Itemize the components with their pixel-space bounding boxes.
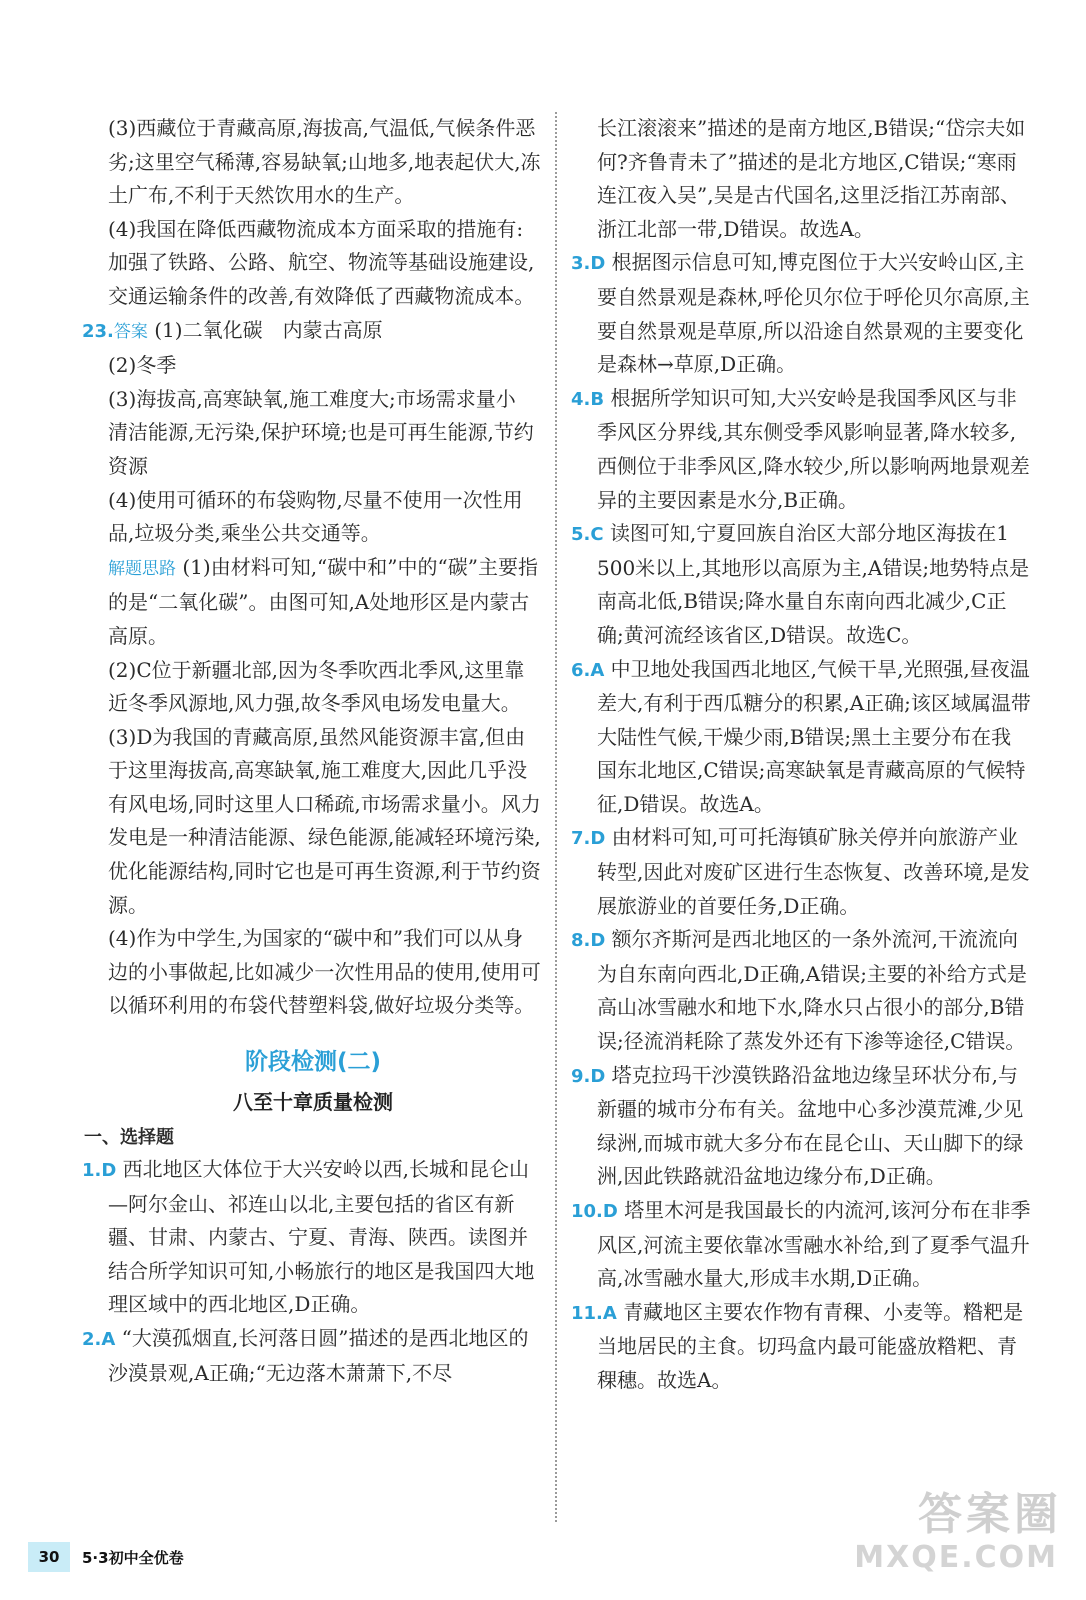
section-title: 阶段检测(二) [244, 1049, 382, 1076]
right-item-3 [573, 246, 1031, 381]
item-text: 读图可知,宁夏回族自治区大部分地区海拔在1 500米以上,其地形以高原为主,A错误;地势特点是南高北低,B错误;降水量自东南向西北减少,C正确;黄河流经该省区,D错误。故选C。 [597, 521, 1030, 647]
q23-analysis-3: (3)D为我国的青藏高原,虽然风能资源丰富,但由于这里海拔高,高寒缺氧,施工难度大,因此几乎没有风电场,同时这里人口稀疏,市场需求量小。风力发电是一种清洁能源、绿色能源,能减轻环境污染,优化能源结构,同时它也是可再生资源,利于节约资源。 [108, 724, 541, 917]
item-number: 3.D [571, 253, 606, 275]
q23-analysis-1 [84, 551, 542, 654]
right-item-7 [573, 821, 1031, 923]
answer-tag: 答案 [113, 321, 148, 342]
q2-continuation: 长江滚滚来”描述的是南方地区,B错误;“岱宗夫如何?齐鲁青未了”描述的是北方地区,C错误;“寒雨连江夜入吴”,吴是古代国名,这里泛指江苏南部、浙江北部一带,D错误。故选A。 [597, 116, 1026, 241]
item-number: 4.B [571, 388, 605, 410]
q23-answer-3: (3)海拔高,高寒缺氧,施工难度大;市场需求量小 清洁能源,无污染,保护环境;也是可再生能源,节约资源 [108, 386, 536, 478]
section-subtitle: 八至十章质量检测 [233, 1090, 393, 1115]
item-number: 2.A [82, 1329, 116, 1350]
item-text: 西北地区大体位于大兴安岭以西,长城和昆仑山—阿尔金山、祁连山以北,主要包括的省区有新疆、甘肃、内蒙古、宁夏、青海、陕西。读图并结合所学知识可知,小畅旅行的地区是我国四大地理区域中的西北地区,D正确。 [108, 1157, 535, 1317]
item-text: 由材料可知,可可托海镇矿脉关停并向旅游产业转型,因此对废矿区进行生态恢复、改善环境,是发展旅游业的首要任务,D正确。 [597, 825, 1030, 918]
item-text: “大漠孤烟直,长河落日圆”描述的是西北地区的沙漠景观,A正确;“无边落木萧萧下,不尽 [108, 1326, 529, 1385]
book-brand: 5·3初中全优卷 [82, 1548, 184, 1567]
item-text: 中卫地处我国西北地区,气候干旱,光照强,昼夜温差大,有利于西瓜糖分的积累,A正确;该区域属温带大陆性气候,干燥少雨,B错误;黑土主要分布在我国东北地区,C错误;高寒缺氧是青藏高原的气候特征,D错误。故选A。 [597, 656, 1031, 816]
item-text: 额尔齐斯河是西北地区的一条外流河,干流流向为自东南向西北,D正确,A错误;主要的补给方式是高山冰雪融水和地下水,降水只占很小的部分,B错误;径流消耗除了蒸发外还有下渗等途径,C错误。 [597, 927, 1027, 1054]
page-number: 30 [28, 1542, 70, 1572]
q23-answer-1: (1)二氧化碳 内蒙古高原 [154, 317, 383, 342]
item-text: 根据所学知识可知,大兴安岭是我国季风区与非季风区分界线,其东侧受季风影响显著,降水较多,西侧位于非季风区,降水较少,所以影响两地景观差异的主要因素是水分,B正确。 [597, 385, 1030, 512]
q23-analysis-text-1: (1)由材料可知,“碳中和”中的“碳”主要指的是“二氧化碳”。由图可知,A处地形区是内蒙古高原。 [108, 554, 538, 648]
item-text: 塔克拉玛干沙漠铁路沿盆地边缘呈环状分布,与新疆的城市分布有关。盆地中心多沙漠荒滩,少见绿洲,而城市就大多分布在昆仑山、天山脚下的绿洲,因此铁路就沿盆地边缘分布,D正确。 [597, 1062, 1024, 1189]
right-item-5 [573, 517, 1031, 652]
q23-analysis-2: (2)C位于新疆北部,因为冬季吹西北季风,这里靠近冬季风源地,风力强,故冬季风电场发电量大。 [108, 657, 525, 716]
right-item-11 [573, 1296, 1031, 1398]
page-footer [28, 1540, 184, 1574]
item-number: 6.A [571, 659, 605, 681]
item-number: 11.A [571, 1302, 617, 1324]
watermark-top-text: 答案圈 [918, 1489, 1062, 1540]
q23-number: 23. [82, 320, 114, 342]
item-number: 1.D [82, 1160, 117, 1182]
q22-part-4: (4)我国在降低西藏物流成本方面采取的措施有:加强了铁路、公路、航空、物流等基础设施建设,交通运输条件的改善,有效降低了西藏物流成本。 [108, 216, 535, 308]
item-number: 8.D [571, 930, 606, 952]
right-item-6 [573, 653, 1031, 822]
analysis-tag: 解题思路 [108, 558, 176, 579]
q22-part-3: (3)西藏位于青藏高原,海拔高,气温低,气候条件恶劣;这里空气稀薄,容易缺氧;山地多,地表起伏大,冻土广布,不利于天然饮用水的生产。 [108, 116, 541, 208]
part-heading: 一、选择题 [84, 1127, 174, 1149]
column-divider [555, 112, 557, 1522]
item-number: 5.C [571, 524, 604, 546]
right-item-4 [573, 382, 1031, 517]
q23-answer-line [84, 314, 542, 350]
right-column [573, 112, 1031, 1398]
item-text: 塔里木河是我国最长的内流河,该河分布在非季风区,河流主要依靠冰雪融水补给,到了夏季气温升高,冰雪融水量大,形成丰水期,D正确。 [597, 1198, 1031, 1291]
item-number: 10.D [571, 1201, 618, 1222]
right-item-8 [573, 923, 1031, 1058]
watermark-bottom-text: MXQE.COM [854, 1540, 1058, 1575]
left-item-1 [84, 1153, 542, 1322]
right-item-9 [573, 1059, 1031, 1194]
q23-analysis-4: (4)作为中学生,为国家的“碳中和”我们可以从身边的小事做起,比如减少一次性用品的使用,使用可以循环利用的布袋代替塑料袋,做好垃圾分类等。 [108, 926, 541, 1018]
q23-answer-2: (2)冬季 [108, 353, 177, 378]
left-column [84, 112, 542, 1390]
watermark-logo [854, 1478, 1062, 1588]
item-text: 青藏地区主要农作物有青稞、小麦等。糌粑是当地居民的主食。切玛盒内最可能盛放糌粑、青稞穗。故选A。 [597, 1299, 1024, 1392]
right-item-10 [573, 1194, 1031, 1296]
item-text: 根据图示信息可知,博克图位于大兴安岭山区,主要自然景观是森林,呼伦贝尔位于呼伦贝尔高原,主要自然景观是草原,所以沿途自然景观的主要变化是森林→草原,D正确。 [597, 250, 1030, 377]
item-number: 9.D [571, 1065, 606, 1087]
item-number: 7.D [571, 828, 606, 850]
q23-answer-4: (4)使用可循环的布袋购物,尽量不使用一次性用品,垃圾分类,乘坐公共交通等。 [108, 487, 523, 546]
left-item-2 [84, 1322, 542, 1390]
